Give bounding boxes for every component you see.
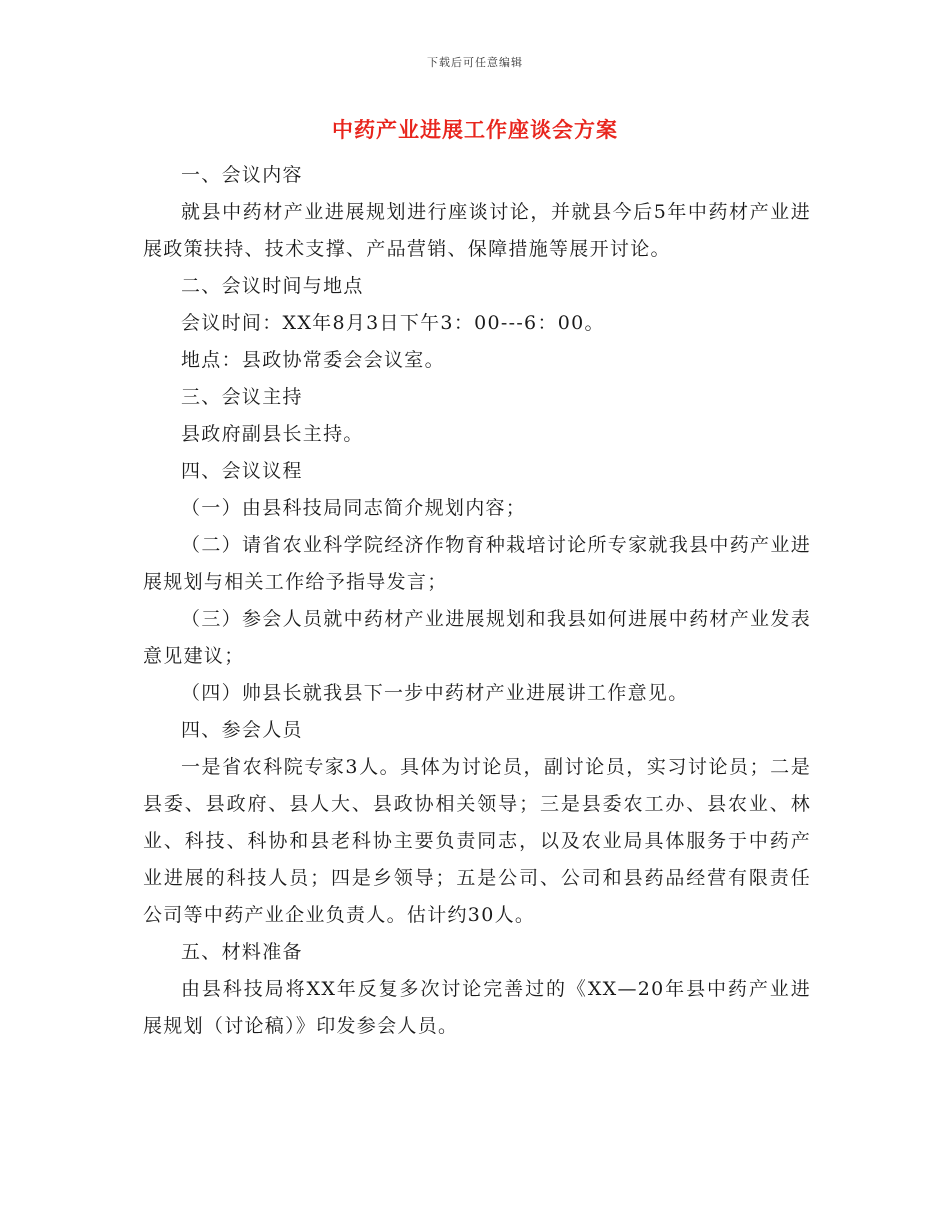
section-heading-time-place: 二、会议时间与地点 [181, 275, 364, 297]
section-heading-attendees: 四、参会人员 [181, 719, 303, 741]
document-body [143, 157, 811, 1045]
paragraph-attendees: 一是省农科院专家3人。具体为讨论员，副讨论员，实习讨论员；二是县委、县政府、县人大、县政协相关领导；三是县委农工办、县农业、林业、科技、科协和县老科协主要负责同志，以及农业局具体服务于中药产业进展的科技人员；四是乡领导；五是公司、公司和县药品经营有限责任公司等中药产业企业负责人。估计约30人。 [143, 756, 811, 926]
paragraph-meeting-place: 地点：县政协常委会会议室。 [181, 349, 445, 371]
agenda-item-4: （四）帅县长就我县下一步中药材产业进展讲工作意见。 [181, 682, 689, 704]
section-heading-host: 三、会议主持 [181, 386, 303, 408]
paragraph-materials: 由县科技局将XX年反复多次讨论完善过的《XX—20年县中药产业进展规划（讨论稿）》印发参会人员。 [143, 978, 811, 1037]
agenda-item-2: （二）请省农业科学院经济作物育种栽培讨论所专家就我县中药产业进展规划与相关工作给予指导发言； [143, 534, 811, 593]
paragraph-meeting-content: 就县中药材产业进展规划进行座谈讨论，并就县今后5年中药材产业进展政策扶持、技术支撑、产品营销、保障措施等展开讨论。 [143, 201, 811, 260]
paragraph-meeting-time: 会议时间：XX年8月3日下午3：00---6：00。 [181, 312, 605, 334]
document-title: 中药产业进展工作座谈会方案 [332, 117, 618, 142]
page-header-note: 下载后可任意编辑 [427, 56, 523, 69]
agenda-item-1: （一）由县科技局同志简介规划内容； [181, 497, 527, 519]
section-heading-agenda: 四、会议议程 [181, 460, 303, 482]
section-heading-meeting-content: 一、会议内容 [181, 164, 303, 186]
paragraph-host: 县政府副县长主持。 [181, 423, 364, 445]
section-heading-materials: 五、材料准备 [181, 941, 303, 963]
agenda-item-3: （三）参会人员就中药材产业进展规划和我县如何进展中药材产业发表意见建议； [143, 608, 811, 667]
